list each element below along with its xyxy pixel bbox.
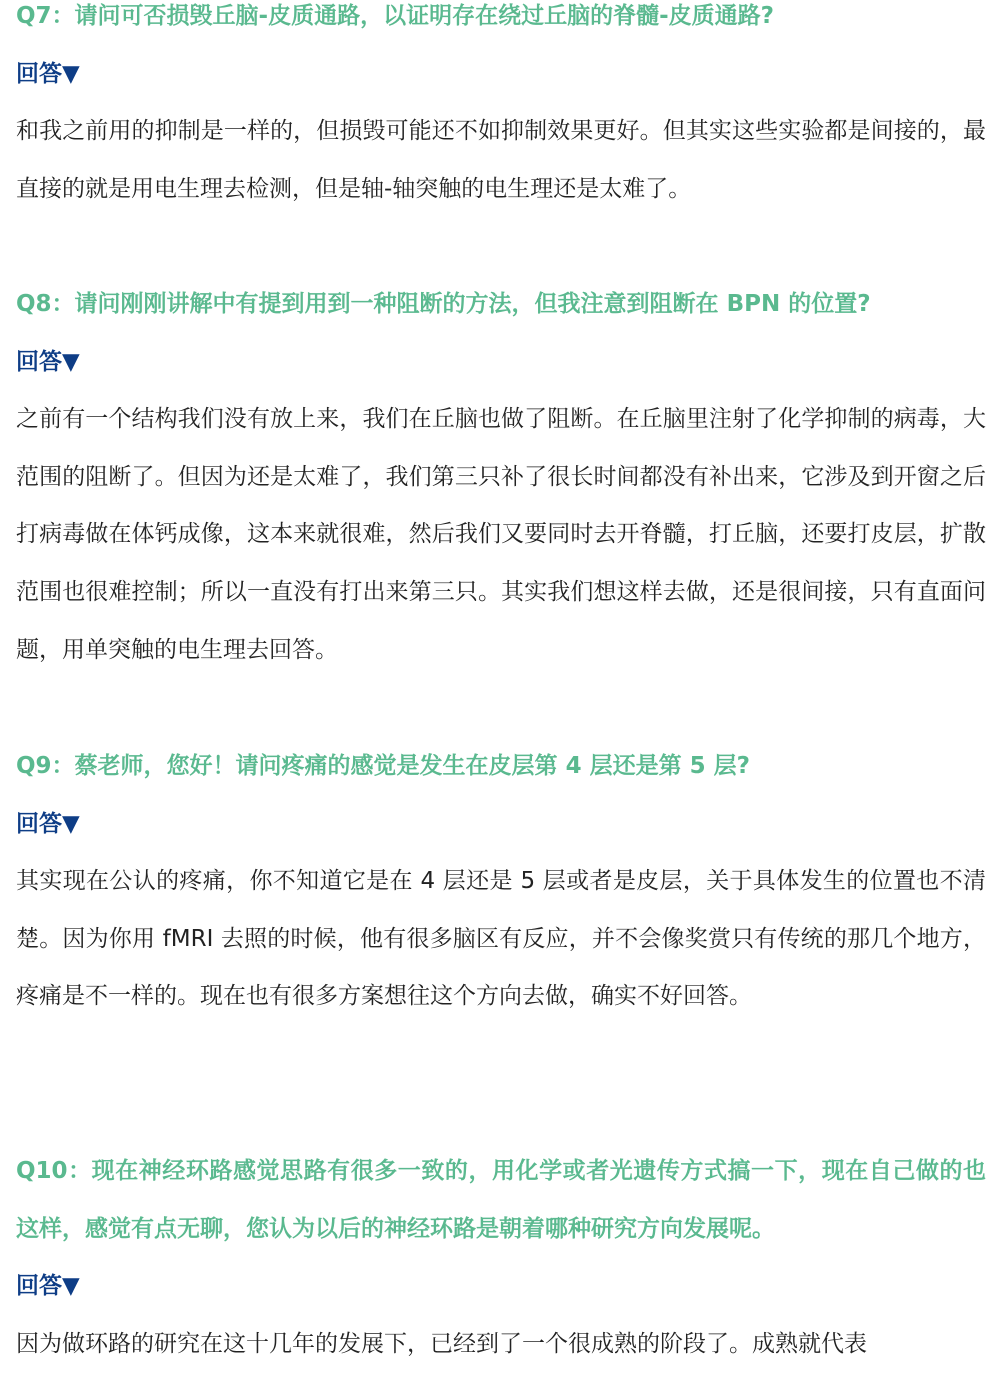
qa-block-q9	[16, 738, 986, 1026]
answer-label-q9: 回答▼	[16, 810, 80, 837]
answer-q8: 之前有一个结构我们没有放上来，我们在丘脑也做了阻断。在丘脑里注射了化学抑制的病毒，大范围的阻断了。但因为还是太难了，我们第三只补了很长时间都没有补出来，它涉及到开窗之后打病毒做在体钙成像，这本来就很难，然后我们又要同时去开脊髓，打丘脑，还要打皮层，扩散范围也很难控制；所以一直没有打出来第三只。其实我们想这样去做，还是很间接，只有直面问题，用单突触的电生理去回答。	[16, 406, 986, 663]
qa-block-q7	[16, 0, 986, 218]
answer-label-q7: 回答▼	[16, 60, 80, 87]
question-q7: Q7：请问可否损毁丘脑-皮质通路，以证明存在绕过丘脑的脊髓-皮质通路?	[16, 3, 774, 29]
qa-block-q10	[16, 1143, 986, 1373]
qa-block-q8	[16, 276, 986, 679]
question-q8: Q8：请问刚刚讲解中有提到用到一种阻断的方法，但我注意到阻断在 BPN 的位置?	[16, 291, 871, 317]
question-q10: Q10：现在神经环路感觉思路有很多一致的，用化学或者光遗传方式搞一下，现在自己做的也这样，感觉有点无聊，您认为以后的神经环路是朝着哪种研究方向发展呢。	[16, 1158, 986, 1242]
answer-q10: 因为做环路的研究在这十几年的发展下，已经到了一个很成熟的阶段了。成熟就代表	[16, 1330, 867, 1357]
answer-label-q10: 回答▼	[16, 1273, 80, 1300]
answer-q7: 和我之前用的抑制是一样的，但损毁可能还不如抑制效果更好。但其实这些实验都是间接的，最直接的就是用电生理去检测，但是轴-轴突触的电生理还是太难了。	[16, 118, 986, 202]
answer-q9: 其实现在公认的疼痛，你不知道它是在 4 层还是 5 层或者是皮层，关于具体发生的位置也不清楚。因为你用 fMRI 去照的时候，他有很多脑区有反应，并不会像奖赏只有传统的那几个地方，疼痛是不一样的。现在也有很多方案想往这个方向去做，确实不好回答。	[16, 868, 986, 1010]
answer-label-q8: 回答▼	[16, 348, 80, 375]
question-q9: Q9：蔡老师，您好！请问疼痛的感觉是发生在皮层第 4 层还是第 5 层?	[16, 753, 750, 779]
